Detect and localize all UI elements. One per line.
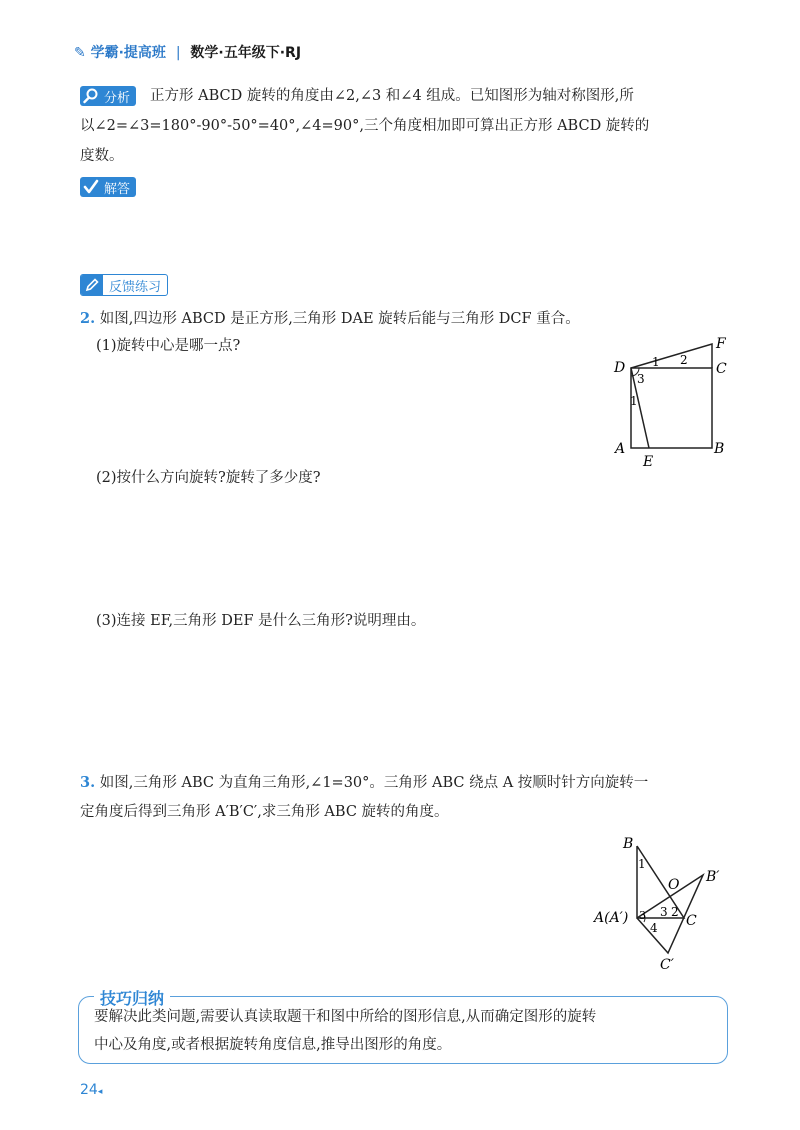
angle-label-3-left: 3 — [639, 909, 646, 922]
analysis-line-2: 以∠2=∠3=180°-90°-50°=40°,∠4=90°,三个角度相加即可算出正方形 ABCD 旋转的 — [80, 118, 650, 134]
q3-figure — [588, 826, 738, 976]
analysis-tag — [80, 86, 136, 106]
tip-title: 技巧归纳 — [94, 986, 170, 1009]
label-o: O — [668, 877, 680, 893]
q3-line-1 — [80, 768, 648, 798]
angle-label-4: 4 — [650, 921, 658, 935]
page-number — [80, 1082, 102, 1098]
answer-tag-label: 解答 — [104, 181, 131, 197]
q2-text: 如图,四边形 ABCD 是正方形,三角形 DAE 旋转后能与三角形 DCF 重合。 — [99, 311, 580, 327]
label-b: B — [714, 441, 725, 457]
label-e: E — [643, 454, 654, 470]
label-c-prime: C′ — [660, 957, 674, 973]
angle-label-1: 1 — [638, 857, 646, 871]
page-marker-icon: ◂ — [97, 1087, 103, 1097]
practice-tag-label: 反馈练习 — [109, 279, 162, 295]
q2-number: 2. — [80, 310, 96, 327]
angle-label-3: 3 — [637, 372, 645, 386]
q2-sub2: (2)按什么方向旋转?旋转了多少度? — [96, 470, 321, 486]
header-logo-icon: ✎ — [74, 45, 86, 61]
analysis-tag-label: 分析 — [104, 90, 131, 106]
pencil-icon — [81, 275, 103, 295]
q3-line-2: 定角度后得到三角形 A′B′C′,求三角形 ABC 旋转的角度。 — [80, 804, 449, 820]
page-header — [74, 42, 301, 62]
angle-label-1-left: 1 — [630, 394, 638, 408]
magnifier-icon — [80, 86, 102, 106]
label-a: A — [615, 441, 626, 457]
checkmark-icon — [80, 177, 102, 197]
angle-label-2: 2 — [671, 905, 679, 919]
header-subject: 数学·五年级下·RJ — [190, 45, 302, 61]
q2-sub3: (3)连接 EF,三角形 DEF 是什么三角形?说明理由。 — [96, 613, 426, 629]
triangle-dcf — [631, 344, 712, 368]
q3-text-line-1: 如图,三角形 ABC 为直角三角形,∠1=30°。三角形 ABC 绕点 A 按顺时针方向旋转一 — [99, 775, 649, 791]
label-a-a-prime: A(A′) — [594, 910, 629, 926]
tip-line-2: 中心及角度,或者根据旋转角度信息,推导出图形的角度。 — [94, 1037, 452, 1053]
tip-line-1: 要解决此类问题,需要认真读取题干和图中所给的图形信息,从而确定图形的旋转 — [94, 1009, 597, 1025]
label-d: D — [614, 360, 626, 376]
practice-tag — [80, 274, 168, 296]
header-separator: | — [175, 45, 181, 61]
label-b: B — [623, 836, 634, 852]
q2-stem — [80, 304, 580, 334]
label-f: F — [716, 336, 726, 352]
label-c: C — [686, 913, 697, 929]
angle-label-3-right: 3 — [660, 905, 668, 919]
header-brand: 学霸·提高班 — [90, 45, 166, 61]
answer-tag — [80, 177, 136, 197]
angle-label-1-top: 1 — [652, 355, 660, 369]
q2-sub1: (1)旋转中心是哪一点? — [96, 338, 241, 354]
angle-label-2: 2 — [680, 353, 688, 367]
q2-figure — [600, 335, 740, 475]
q3-number: 3. — [80, 774, 96, 791]
label-b-prime: B′ — [706, 869, 720, 885]
page-number-value: 24 — [80, 1082, 98, 1098]
label-c: C — [716, 361, 727, 377]
analysis-line-1: 正方形 ABCD 旋转的角度由∠2,∠3 和∠4 组成。已知图形为轴对称图形,所 — [150, 88, 634, 104]
analysis-line-3: 度数。 — [80, 148, 124, 164]
